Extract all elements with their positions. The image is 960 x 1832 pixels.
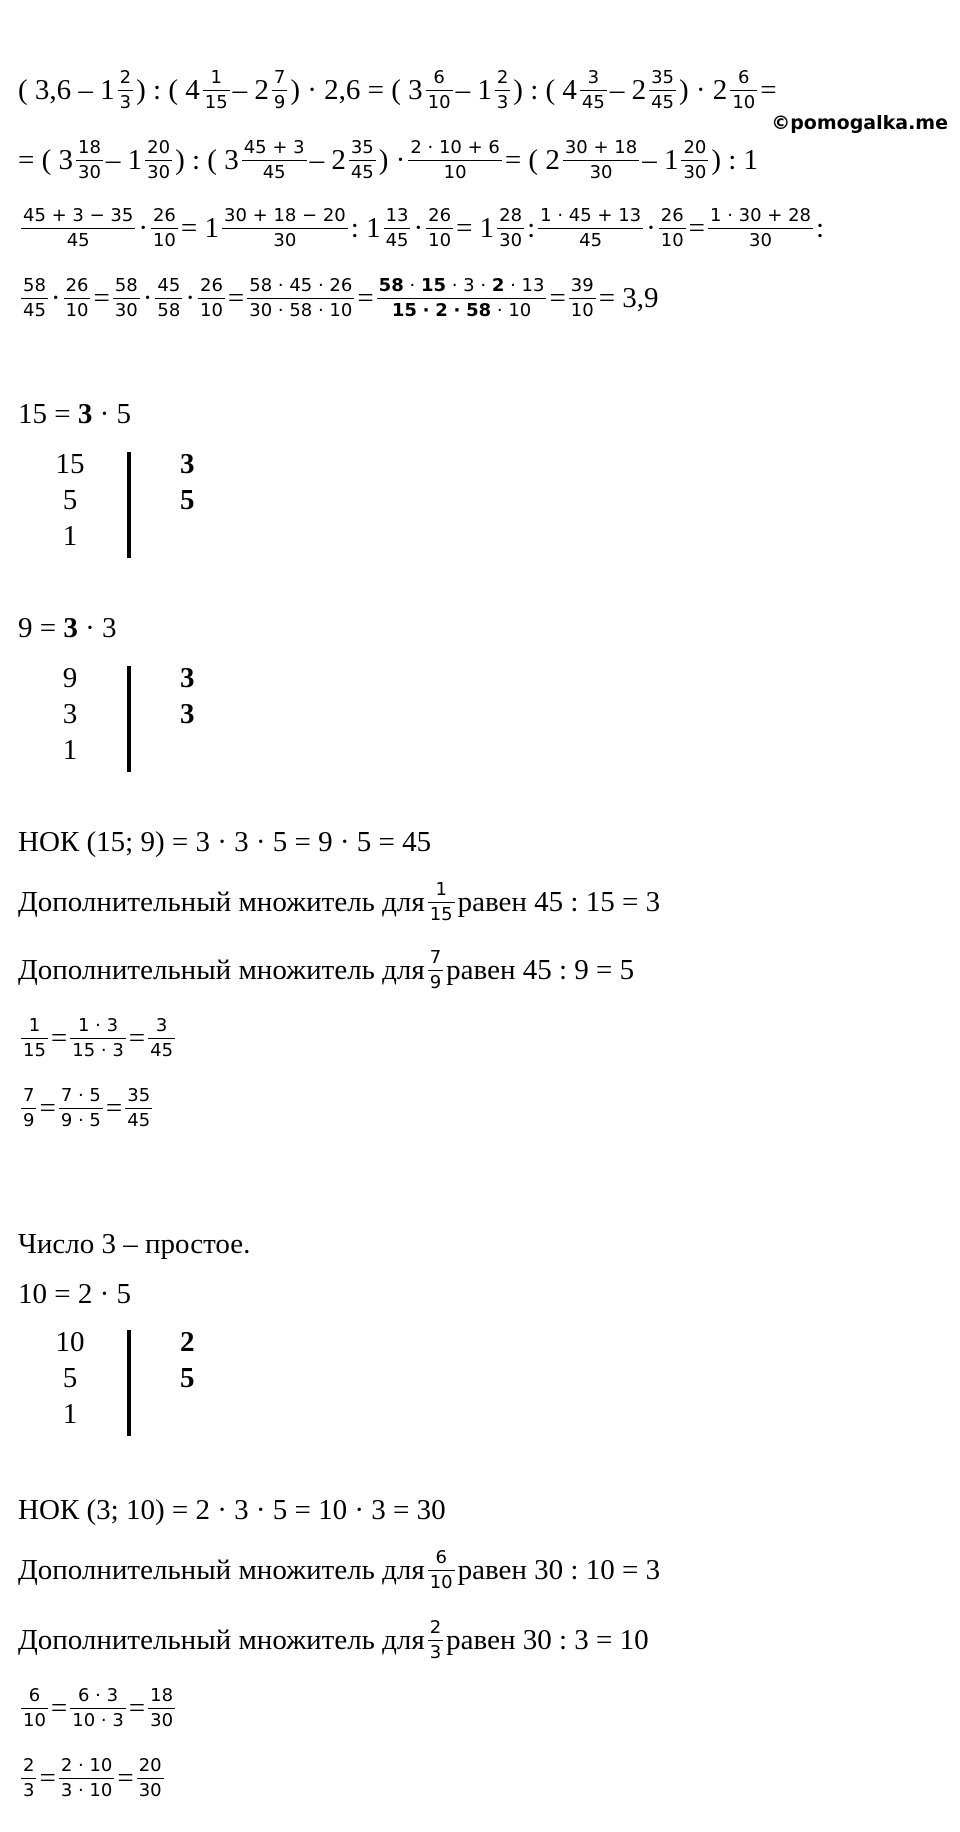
text: · xyxy=(142,282,153,315)
text: · xyxy=(413,212,424,245)
fraction xyxy=(76,138,103,183)
fraction xyxy=(64,276,91,321)
denominator: 45 xyxy=(350,162,374,184)
numerator: 26 xyxy=(200,275,223,296)
fraction-part: · xyxy=(409,275,416,296)
fraction xyxy=(59,1756,115,1801)
fraction xyxy=(70,1686,126,1731)
numerator: 20 xyxy=(147,137,171,158)
numerator: 45 + 3 − 35 xyxy=(23,205,134,226)
denominator: 45 xyxy=(651,92,674,114)
numerator: 1 · 30 + 28 xyxy=(710,205,811,226)
denominator: 10 xyxy=(570,300,594,322)
text: ( 3,6 – 1 xyxy=(18,74,115,107)
denominator: 15 xyxy=(23,1040,46,1062)
text: ) : ( 4 xyxy=(513,74,577,107)
fraction-part: · xyxy=(453,300,461,322)
denominator: 10 xyxy=(660,230,684,252)
text: = xyxy=(549,282,566,315)
numerator: 1 · 3 xyxy=(77,1015,119,1036)
fraction xyxy=(125,1086,152,1131)
fraction xyxy=(148,1016,175,1061)
text: Дополнительный множитель для xyxy=(18,1624,425,1657)
denominator: 45 xyxy=(23,300,46,322)
fraction xyxy=(113,276,140,321)
numerator: 1 · 45 + 13 xyxy=(540,205,642,226)
lcm-15-9: НОК (15; 9) = 3 · 3 · 5 = 9 · 5 = 45 xyxy=(18,826,432,858)
denominator: 9 xyxy=(23,1110,35,1132)
text: · xyxy=(646,212,656,245)
text: = xyxy=(357,282,374,315)
denominator: 9 xyxy=(273,92,286,114)
additional-multiplier-3 xyxy=(18,1548,660,1593)
text: = xyxy=(760,74,777,107)
numerator: 26 xyxy=(65,275,89,296)
denominator: 58 xyxy=(157,300,181,322)
fraction xyxy=(222,206,348,251)
numerator: 26 xyxy=(428,205,452,226)
fraction xyxy=(21,276,48,321)
fraction xyxy=(198,276,225,321)
text: : xyxy=(815,212,825,245)
numerator: 26 xyxy=(152,205,176,226)
fraction xyxy=(580,68,607,113)
numerator: 35 xyxy=(651,67,674,88)
calc-row-4 xyxy=(18,276,659,321)
text: = xyxy=(50,1022,68,1055)
denominator: 45 xyxy=(127,1110,151,1132)
text: Дополнительный множитель для xyxy=(18,1554,425,1587)
denominator: 45 xyxy=(150,1040,174,1062)
numerator: 2 · 10 + 6 xyxy=(410,137,500,158)
numerator: 7 xyxy=(23,1085,35,1106)
fraction xyxy=(497,206,524,251)
numerator: 2 xyxy=(23,1755,35,1776)
fraction xyxy=(349,138,376,183)
ladder-number: 1 xyxy=(62,520,78,552)
denominator: 9 xyxy=(429,972,442,994)
denominator: 45 xyxy=(21,228,135,251)
numerator: 35 xyxy=(127,1085,151,1106)
ladder-factor: 5 xyxy=(180,1362,195,1394)
fraction xyxy=(272,68,287,113)
fraction xyxy=(21,206,135,251)
fraction xyxy=(247,276,354,321)
denominator: 30 xyxy=(499,230,523,252)
denominator: 45 xyxy=(538,228,643,251)
text: равен 30 : 3 = 10 xyxy=(446,1624,649,1657)
fraction xyxy=(145,138,172,183)
denominator: 30 xyxy=(147,162,171,184)
text: = ( 3 xyxy=(18,144,74,177)
numerator: 7 · 5 xyxy=(60,1085,101,1106)
fraction xyxy=(730,68,757,113)
ladder-factor: 3 xyxy=(180,662,195,694)
fraction xyxy=(70,1016,126,1061)
ladder-factor: 2 xyxy=(180,1326,195,1358)
fraction xyxy=(428,880,455,925)
ladder-factor: 3 xyxy=(180,698,195,730)
numerator: 30 + 18 xyxy=(564,137,638,158)
fraction-conversion-2 xyxy=(18,1086,155,1131)
additional-multiplier-4 xyxy=(18,1618,649,1663)
fraction-part: · 10 xyxy=(496,300,532,322)
text: = xyxy=(128,1692,146,1725)
fraction xyxy=(21,1016,48,1061)
numerator: 2 xyxy=(119,67,132,88)
text: = xyxy=(128,1022,146,1055)
denominator: 15 xyxy=(204,92,228,114)
fraction-conversion-4 xyxy=(18,1756,167,1801)
fraction-part: · xyxy=(422,300,430,322)
text: Дополнительный множитель для xyxy=(18,954,425,987)
numerator: 6 · 3 xyxy=(77,1685,119,1706)
text: = xyxy=(93,282,110,315)
denominator: 3 xyxy=(119,92,132,114)
text: – 2 xyxy=(609,74,647,107)
numerator: 18 xyxy=(78,137,101,158)
text: 3 xyxy=(63,612,78,644)
denominator: 45 xyxy=(581,92,605,114)
fraction xyxy=(203,68,230,113)
calc-row-3 xyxy=(18,206,824,251)
text: = 1 xyxy=(456,212,495,245)
denominator: 10 xyxy=(429,1572,453,1594)
fraction xyxy=(649,68,676,113)
denominator: 30 xyxy=(683,162,707,184)
ladder-number: 1 xyxy=(62,734,78,766)
fraction xyxy=(137,1756,164,1801)
numerator: 45 + 3 xyxy=(243,137,305,158)
additional-multiplier-1 xyxy=(18,880,660,925)
fraction xyxy=(426,68,453,113)
fraction xyxy=(408,138,502,183)
text: = xyxy=(50,1692,68,1725)
numerator: 13 xyxy=(385,205,409,226)
text: – 1 xyxy=(105,144,143,177)
fraction xyxy=(659,206,686,251)
calc-row-1 xyxy=(18,68,777,113)
numerator: 1 xyxy=(28,1015,41,1036)
numerator: 30 + 18 − 20 xyxy=(224,205,346,226)
numerator: 28 xyxy=(499,205,523,226)
denominator: 30 xyxy=(78,162,101,184)
text: = ( 2 xyxy=(504,144,560,177)
fraction xyxy=(155,276,182,321)
fraction-part: 15 xyxy=(391,300,417,322)
text: · xyxy=(50,282,61,315)
text: · xyxy=(138,212,148,245)
denominator: 30 xyxy=(222,228,348,251)
numerator: 6 xyxy=(28,1685,41,1706)
denominator: 9 · 5 xyxy=(60,1110,101,1132)
ladder-factor: 5 xyxy=(180,484,195,516)
fraction xyxy=(384,206,411,251)
denominator: 10 xyxy=(152,230,176,252)
fraction xyxy=(428,1548,455,1593)
fraction xyxy=(681,138,708,183)
ladder-number: 5 xyxy=(62,484,78,516)
numerator: 58 xyxy=(114,275,138,296)
text: 9 = xyxy=(18,612,57,644)
text: = 3,9 xyxy=(598,282,659,315)
numerator xyxy=(377,276,547,298)
fraction xyxy=(21,1686,48,1731)
denominator: 30 · 58 · 10 xyxy=(249,300,353,322)
ladder-number: 9 xyxy=(62,662,78,694)
fraction xyxy=(569,276,596,321)
ladder-divider xyxy=(127,452,131,558)
ladder-number: 5 xyxy=(62,1362,78,1394)
numerator: 2 xyxy=(496,67,509,88)
fraction-part: · 13 xyxy=(510,275,545,296)
text: – 1 xyxy=(455,74,492,107)
fraction xyxy=(538,206,643,251)
ladder-divider xyxy=(127,666,131,772)
numerator: 2 xyxy=(429,1617,442,1638)
text: 3 xyxy=(77,398,93,430)
fraction xyxy=(21,1086,36,1131)
fraction-part: 2 xyxy=(435,300,448,322)
fraction-part: 2 xyxy=(491,275,505,296)
fraction-conversion-1 xyxy=(18,1016,178,1061)
ladder-divider xyxy=(127,1330,131,1436)
cancel-fraction xyxy=(377,276,547,321)
fraction xyxy=(426,206,453,251)
denominator: 30 xyxy=(708,228,813,251)
fraction-part: · 3 · xyxy=(451,275,487,296)
ladder-factor: 3 xyxy=(180,448,195,480)
ladder-number: 15 xyxy=(55,448,85,480)
fraction xyxy=(151,206,178,251)
ladder-number: 3 xyxy=(62,698,78,730)
numerator: 3 xyxy=(587,67,600,88)
text: : 1 xyxy=(350,212,381,245)
factorization-10-equation: 10 = 2 · 5 xyxy=(18,1278,132,1310)
numerator: 6 xyxy=(738,67,750,88)
text: = xyxy=(227,282,245,315)
text: = xyxy=(117,1762,134,1795)
text: = xyxy=(105,1092,123,1125)
numerator: 7 xyxy=(429,947,442,968)
text: · 3 xyxy=(85,612,117,644)
numerator: 58 · 45 · 26 xyxy=(249,275,353,296)
text: ) · xyxy=(378,144,406,177)
text: – 2 xyxy=(232,74,269,107)
lcm-3-10: НОК (3; 10) = 2 · 3 · 5 = 10 · 3 = 30 xyxy=(18,1494,446,1526)
fraction xyxy=(428,948,443,993)
text: – 2 xyxy=(309,144,346,177)
text: ) : ( 4 xyxy=(136,74,200,107)
denominator: 3 xyxy=(496,92,509,114)
fraction-part: 58 xyxy=(466,300,492,322)
text: равен 45 : 15 = 3 xyxy=(457,886,661,919)
factorization-9-equation xyxy=(18,612,117,645)
denominator: 15 · 3 xyxy=(72,1040,124,1062)
ladder-number: 1 xyxy=(62,1398,78,1430)
denominator: 10 xyxy=(200,300,223,322)
fraction xyxy=(59,1086,103,1131)
numerator: 1 xyxy=(435,879,447,900)
fraction xyxy=(428,1618,443,1663)
text: : xyxy=(527,212,536,245)
text: = xyxy=(39,1092,56,1125)
denominator: 15 xyxy=(429,904,453,926)
numerator: 26 xyxy=(660,205,684,226)
denominator: 3 · 10 xyxy=(60,1780,113,1802)
fraction xyxy=(148,1686,175,1731)
numerator: 20 xyxy=(683,137,707,158)
fraction xyxy=(495,68,510,113)
fraction-part: 58 xyxy=(378,275,404,296)
numerator: 6 xyxy=(435,1547,447,1568)
text: ) · 2 xyxy=(678,74,728,107)
fraction-part: 15 xyxy=(420,275,446,296)
additional-multiplier-2 xyxy=(18,948,634,993)
denominator: 30 xyxy=(563,160,639,183)
fraction-conversion-3 xyxy=(18,1686,178,1731)
prime-note: Число 3 – простое. xyxy=(18,1228,251,1260)
fraction xyxy=(708,206,813,251)
denominator: 10 xyxy=(732,92,756,114)
numerator: 39 xyxy=(570,275,594,296)
watermark: ©pomogalka.me xyxy=(771,112,948,134)
text: равен 30 : 10 = 3 xyxy=(457,1554,661,1587)
numerator: 20 xyxy=(138,1755,162,1776)
ladder-number: 10 xyxy=(55,1326,85,1358)
text: · xyxy=(185,282,195,315)
denominator: 10 · 3 xyxy=(72,1710,124,1732)
text: 15 = xyxy=(18,398,71,430)
text: · 5 xyxy=(99,398,132,430)
numerator: 7 xyxy=(273,67,286,88)
factorization-15-equation xyxy=(18,398,131,431)
text: = xyxy=(688,212,706,245)
denominator: 45 xyxy=(242,160,307,183)
fraction xyxy=(563,138,639,183)
numerator: 18 xyxy=(150,1685,174,1706)
calc-row-2 xyxy=(18,138,758,183)
numerator: 45 xyxy=(157,275,181,296)
numerator: 1 xyxy=(210,67,222,88)
fraction xyxy=(242,138,307,183)
text: = xyxy=(39,1762,56,1795)
denominator: 3 xyxy=(429,1642,442,1664)
numerator: 35 xyxy=(350,137,374,158)
denominator xyxy=(377,298,547,321)
text: ) : 1 xyxy=(711,144,759,177)
fraction xyxy=(21,1756,36,1801)
numerator: 2 · 10 xyxy=(60,1755,113,1776)
denominator: 30 xyxy=(114,300,138,322)
text: ) · 2,6 = ( 3 xyxy=(290,74,423,107)
denominator: 10 xyxy=(23,1710,46,1732)
text: Дополнительный множитель для xyxy=(18,886,425,919)
denominator: 30 xyxy=(150,1710,174,1732)
numerator: 6 xyxy=(433,67,445,88)
numerator: 58 xyxy=(23,275,46,296)
denominator: 30 xyxy=(138,1780,162,1802)
text: ) : ( 3 xyxy=(175,144,239,177)
numerator: 3 xyxy=(155,1015,168,1036)
denominator: 10 xyxy=(408,160,502,183)
denominator: 10 xyxy=(427,92,451,114)
fraction xyxy=(118,68,133,113)
denominator: 10 xyxy=(428,230,452,252)
denominator: 45 xyxy=(385,230,409,252)
denominator: 3 xyxy=(23,1780,35,1802)
text: = 1 xyxy=(180,212,219,245)
denominator: 10 xyxy=(65,300,89,322)
text: – 1 xyxy=(642,144,679,177)
text: равен 45 : 9 = 5 xyxy=(446,954,635,987)
